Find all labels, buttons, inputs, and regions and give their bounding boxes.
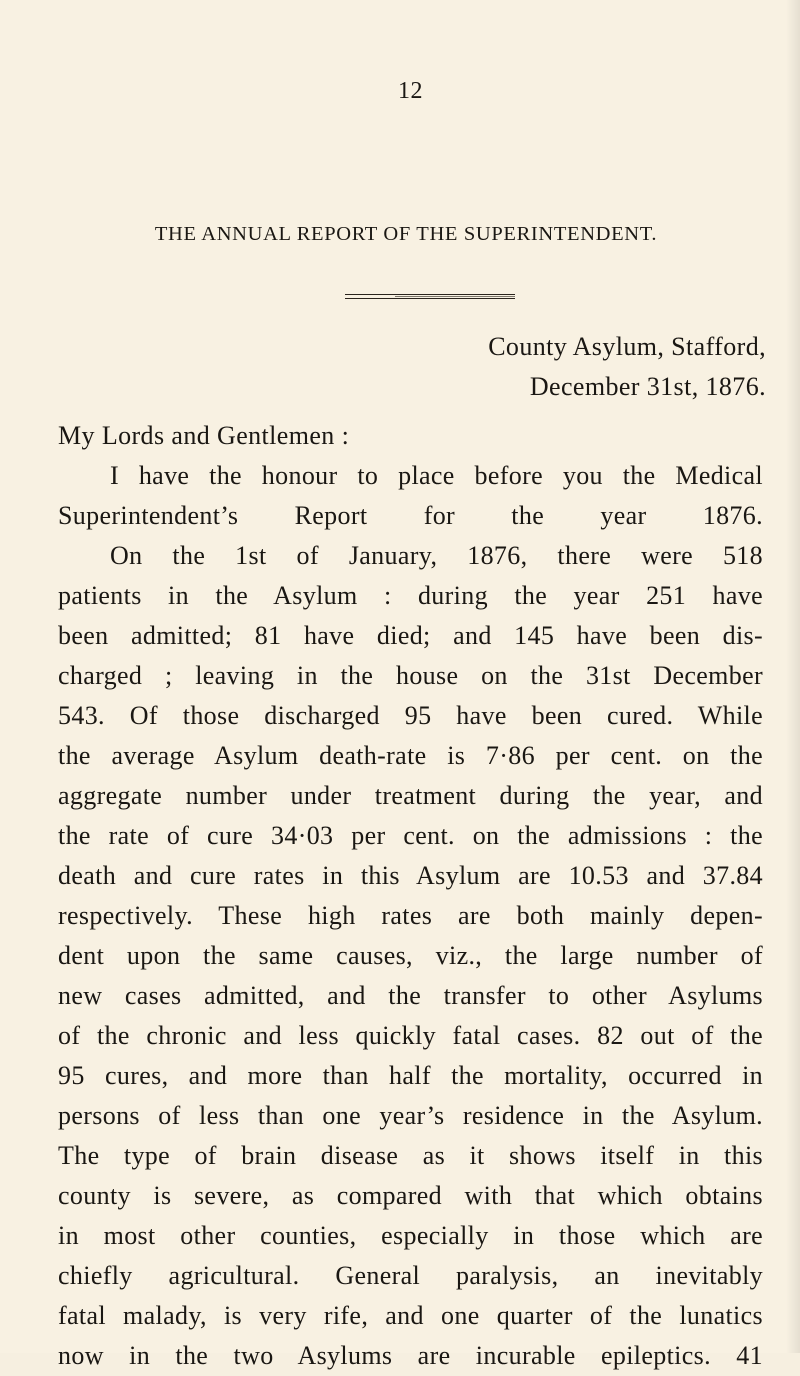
paragraph-line: dent upon the same causes, viz., the large number of <box>58 941 763 970</box>
paragraph-line: in most other counties, especially in those which are <box>58 1221 763 1250</box>
paragraph-line: chiefly agricultural. General paralysis, an inevitably <box>58 1261 763 1290</box>
paragraph-line: new cases admitted, and the transfer to other Asylums <box>58 981 763 1010</box>
paragraph-line: been admitted; 81 have died; and 145 have been dis- <box>58 621 763 650</box>
paragraph-line: On the 1st of January, 1876, there were 518 <box>110 541 763 570</box>
paragraph-line: The type of brain disease as it shows itself in this <box>58 1141 763 1170</box>
paragraph-line: the average Asylum death-rate is 7·86 per cent. on the <box>58 741 763 770</box>
dateline-place: County Asylum, Stafford, <box>488 332 766 361</box>
paragraph-line: persons of less than one year’s residence in the Asylum. <box>58 1101 763 1130</box>
paragraph-line: now in the two Asylums are incurable epileptics. 41 <box>58 1341 763 1370</box>
paragraph-line: aggregate number under treatment during the year, and <box>58 781 763 810</box>
paragraph-line: death and cure rates in this Asylum are 10.53 and 37.84 <box>58 861 763 890</box>
paragraph-line: of the chronic and less quickly fatal cases. 82 out of the <box>58 1021 763 1050</box>
paragraph-line: county is severe, as compared with that which obtains <box>58 1181 763 1210</box>
title-divider-inner-line <box>395 296 515 297</box>
salutation: My Lords and Gentlemen : <box>58 421 350 450</box>
dateline-date: December 31st, 1876. <box>529 372 766 401</box>
paragraph-line: 95 cures, and more than half the mortality, occurred in <box>58 1061 763 1090</box>
paragraph-line: I have the honour to place before you the Medical <box>110 461 763 490</box>
paragraph-line: 543. Of those discharged 95 have been cured. While <box>58 701 763 730</box>
paragraph-line: charged ; leaving in the house on the 31st December <box>58 661 763 690</box>
paragraph-line: respectively. These high rates are both mainly depen- <box>58 901 763 930</box>
report-title: THE ANNUAL REPORT OF THE SUPERINTENDENT. <box>154 223 658 245</box>
paragraph-line: the rate of cure 34·03 per cent. on the admissions : the <box>58 821 763 850</box>
page-number: 12 <box>398 78 423 104</box>
paragraph-line: fatal malady, is very rife, and one quarter of the lunatics <box>58 1301 763 1330</box>
paragraph-line: Superintendent’s Report for the year 1876. <box>58 501 763 530</box>
page-edge-shadow <box>786 0 800 1353</box>
paragraph-line: patients in the Asylum : during the year 251 have <box>58 581 763 610</box>
